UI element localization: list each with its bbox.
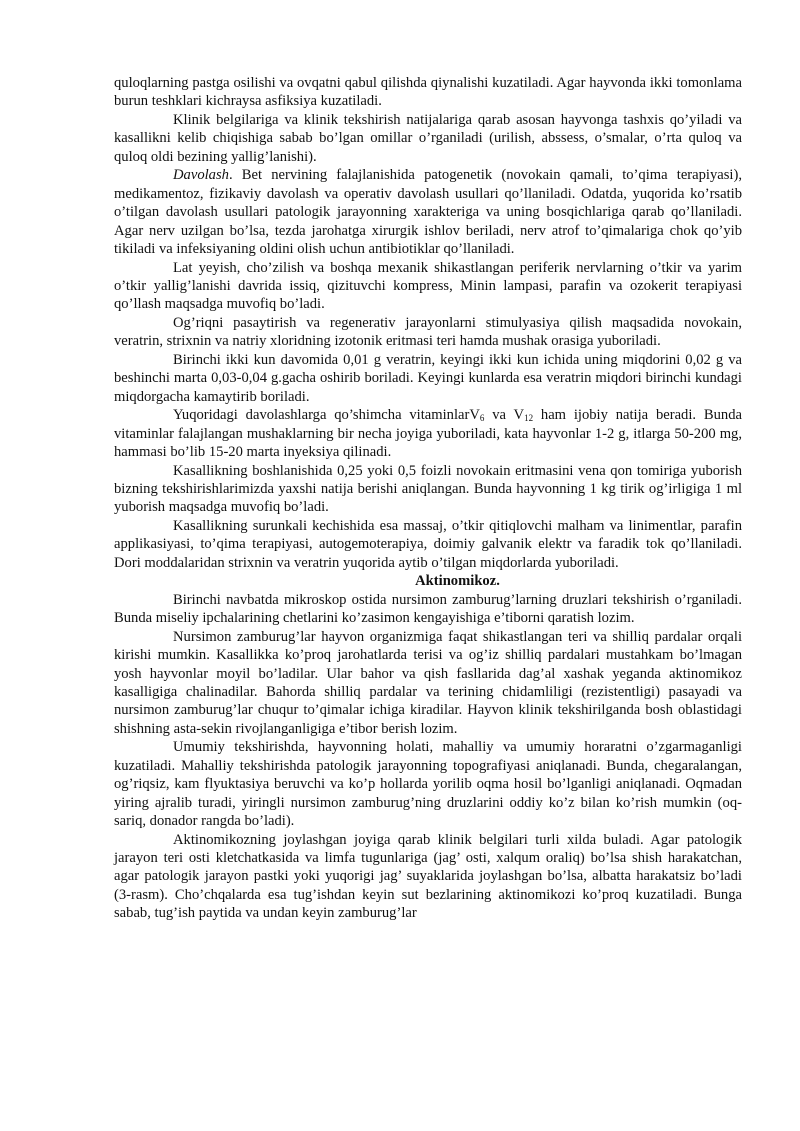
vitamins-sub-a: 6 bbox=[479, 413, 485, 424]
paragraph-intro: quloqlarning pastga osilishi va ovqatni qabul qilishda qiynalishi kuzatiladi. Agar hayvonda ikki tomonlama burun teshklari kichraysa asfiksiya kuzatiladi. bbox=[114, 75, 742, 110]
vitamins-text-b: va V bbox=[484, 407, 525, 424]
paragraph-veratrin-dosage: Birinchi ikki kun davomida 0,01 g veratrin, keyingi ikki kun ichida uning miqdorini 0,02 g va beshinchi marta 0,03-0,04 g.gacha oshirib boriladi. Keyingi kunlarda esa veratrin miqdori birinchi kundagi miqdorgacha kamaytirib boriladi. bbox=[114, 351, 742, 405]
paragraph-novokain: Kasallikning boshlanishida 0,25 yoki 0,5 foizli novokain eritmasini vena qon tomiriga yuborish bizning tekshirishlarimizda yaxshi natija berishi aniqlangan. Bunda hayvonning 1 kg tirik og’irligiga 1 ml yuborish maqsadga muvofiq bo’ladi. bbox=[114, 462, 742, 516]
paragraph-clinical-signs: Aktinomikozning joylashgan joyiga qarab klinik belgilari turli xilda buladi. Agar patologik jarayon teri osti kletchatkasida va limfa tugunlariga (jag’ osti, xalqum oraliq) bo’lsa shish harakatchan, agar patologik jarayon pastki yoki yuqorigi jag’ suyaklarida joylashgan bo’lsa, albatta harakatsiz bo’ladi (3-rasm). Cho’chqalarda esa tug’ishdan keyin sut bezlarining aktinomikozi ko’proq kuzatiladi. Bunga sabab, tug’ish paytida va undan keyin zamburug’lar bbox=[114, 831, 742, 922]
paragraph-pain-relief: Og’riqni pasaytirish va regenerativ jarayonlarni stimulyasiya qilish maqsadida novokain, veratrin, strixnin va natriy xloridning izotonik eritmasi teri hamda mushak orasiga yuboriladi. bbox=[114, 314, 742, 350]
treatment-lead: Davolash bbox=[173, 167, 229, 184]
paragraph-diagnosis: Klinik belgilariga va klinik tekshirish natijalariga qarab asosan hayvonga tashxis qo’yiladi va kasallikni kelib chiqishiga sabab bo’lgan omillar o’rganiladi (urilish, abssess, o’smalar, o’rta quloq va quloq oldi bezining yallig’lanishi). bbox=[114, 111, 742, 165]
vitamins-text-c: ham ijobiy natija beradi. Bunda vitaminlar falajlangan mushaklarning bir necha joyiga yuboriladi, kata hayvonlar 1-2 g, itlarga 50-200 mg, hammasi bo’lib 15-20 marta inyeksiya qilinadi. bbox=[114, 407, 742, 461]
vitamins-sub-b: 12 bbox=[524, 413, 534, 424]
treatment-text: . Bet nervining falajlanishida patogenetik (novokain qamali, to’qima terapiyasi), medikamentoz, fizikaviy davolash va operativ davolash usullari qo’llaniladi. Odatda, yuqorida ko’rsatib o’tilgan davolash usullari patologik jarayonning xarakteriga va uning bosqichlariga qarab qo’llaniladi. Agar nerv uzilgan bo’lsa, tezda jarohatga xirurgik ishlov beriladi, nerv atrof to’qimalariga chok qo’yib tikiladi va infeksiyaning oldini olish uchun antibiotiklar qo’llaniladi. bbox=[114, 167, 742, 258]
paragraph-microscope: Birinchi navbatda mikroskop ostida nursimon zamburug’larning druzlari tekshirish o’rganiladi. Bunda miseliy ipchalarining chetlarini ko’zasimon kengayishiga e’tiborni qaratish lozim. bbox=[114, 591, 742, 627]
section-heading: Aktinomikoz. bbox=[415, 573, 500, 590]
vitamins-text-a: Yuqoridagi davolashlarga qo’shimcha vitaminlarV bbox=[173, 407, 480, 424]
paragraph-examination: Umumiy tekshirishda, hayvonning holati, mahalliy va umumiy horaratni o’zgarmaganligi kuzatiladi. Mahalliy tekshirishda patologik jarayonning topografiyasi aniqlanadi. Bunda, chegaralangan, og’riqsiz, kam flyuktasiya beruvchi va ko’p hollarda yorilib oqma hosil bo’lganligi aniqlanadi. Oqmadan yiring ajralib turadi, yiringli nursimon zamburug’ning druzlarini oddiy ko’z bilan ko’rish mumkin (oq-sariq, donador rangda bo’ladi). bbox=[114, 739, 742, 830]
paragraph-physiotherapy: Lat yeyish, cho’zilish va boshqa mexanik shikastlangan periferik nervlarning o’tkir va yarim o’tkir yallig’lanishi davrida issiq, qizituvchi kompress, Minin lampasi, parafin va ozokerit terapiyasi qo’llash maqsadga muvofiq bo’ladi. bbox=[114, 259, 742, 313]
paragraph-treatment bbox=[114, 166, 742, 258]
paragraph-infection: Nursimon zamburug’lar hayvon organizmiga faqat shikastlangan teri va shilliq pardalar orqali kirishi mumkin. Kasallikka ko’proq jarohatlarda terisi va og’iz shilliq pardalari mustahkam bo’lmagan yosh hayvonlar moyil bo’ladilar. Ular bahor va qish fasllarida dag’al xashak yeganda aktinomikoz kasalligiga chalinadilar. Bahorda shilliq pardalar va terining chidamliligi (rezistentligi) pasayadi va nursimon zamburug’lar chuqur to’qimalar ichiga kiradilar. Hayvon klinik tekshirilganda bosh oblastidagi shishning asta-sekin rivojlanganligiga e’tibor berish lozim. bbox=[114, 628, 742, 737]
paragraph-chronic: Kasallikning surunkali kechishida esa massaj, o’tkir qitiqlovchi malham va linimentlar, parafin applikasiyasi, to’qima terapiyasi, autogemoterapiya, doimiy galvanik elektr va faradik tok qo’llaniladi. Dori moddalaridan strixnin va veratrin yuqorida aytib o’tilgan miqdorlarda yuboriladi. bbox=[114, 517, 742, 571]
paragraph-vitamins bbox=[114, 406, 742, 461]
